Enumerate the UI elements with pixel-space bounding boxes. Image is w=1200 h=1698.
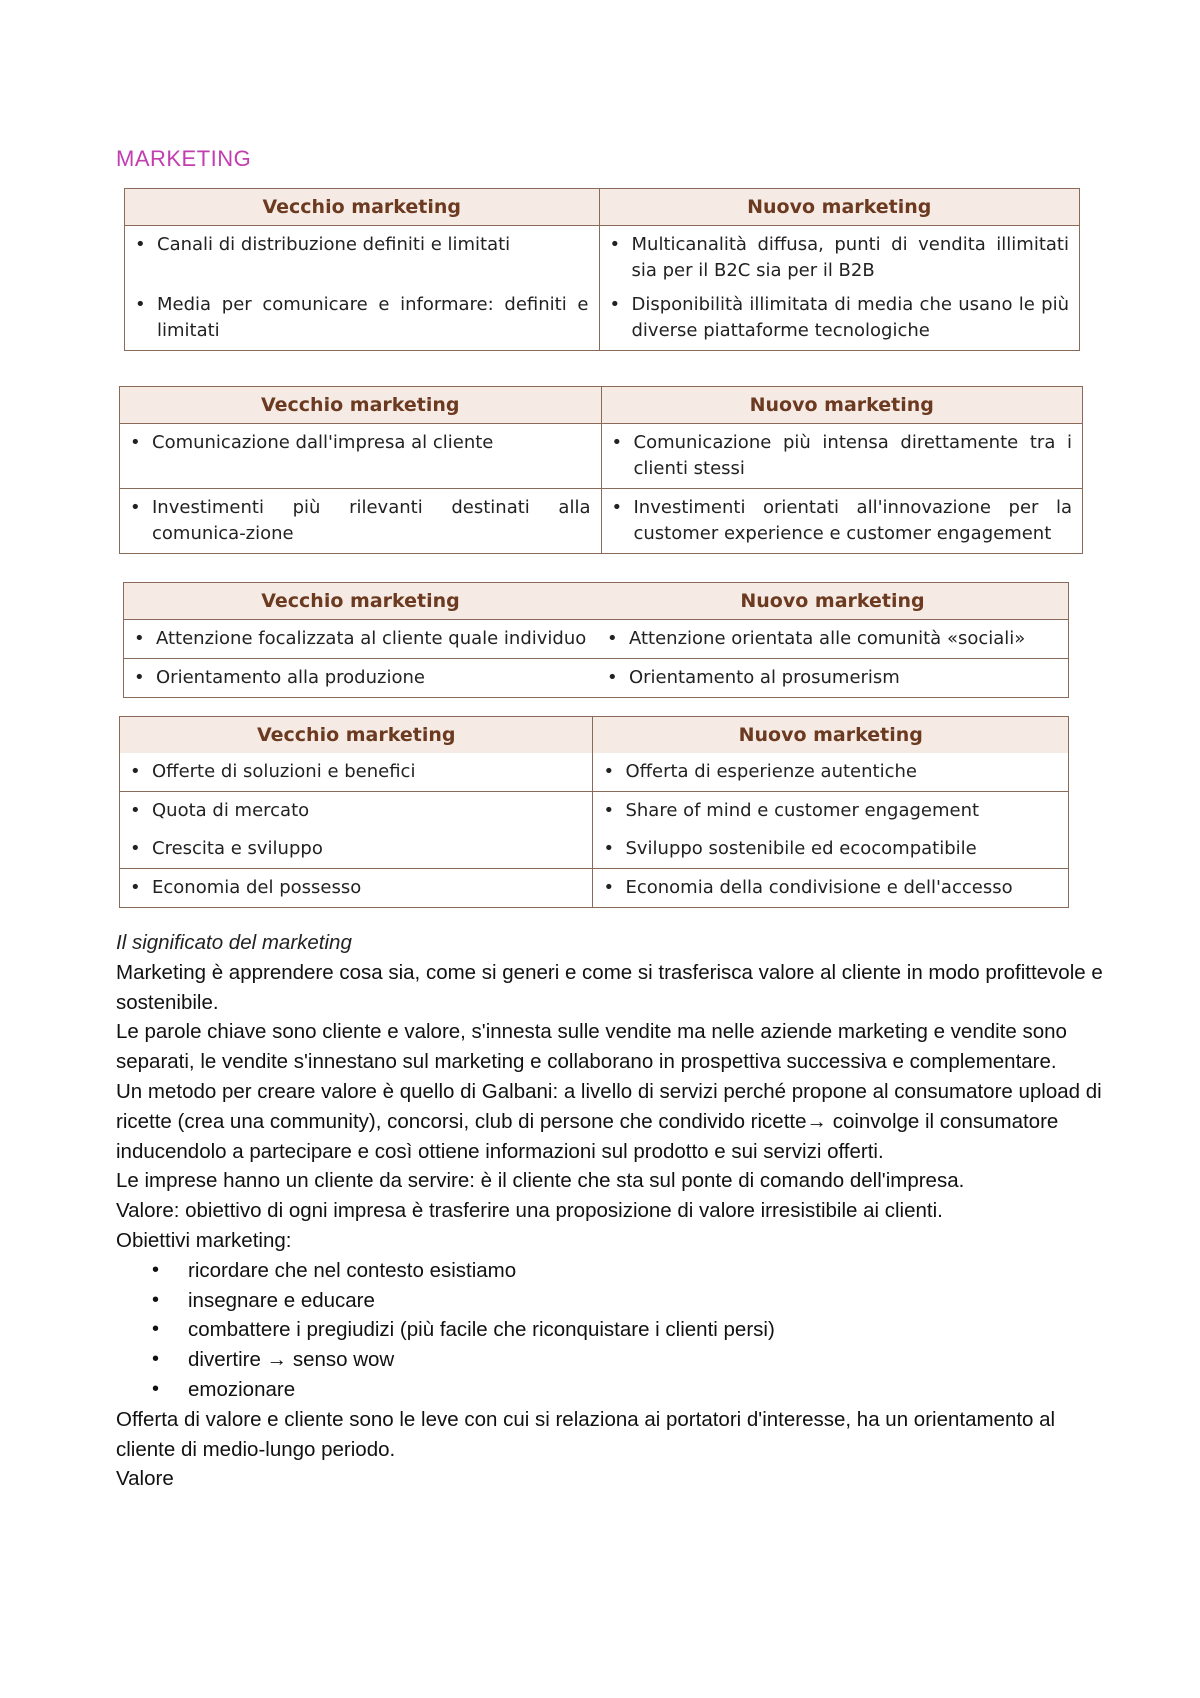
arrow-icon: → [806, 1109, 827, 1133]
table-header-old: Vecchio marketing [125, 189, 600, 226]
comparison-table-3 [123, 582, 1069, 698]
section-heading: Il significato del marketing [116, 931, 352, 954]
objectives-list [116, 1256, 1106, 1405]
paragraph: Obiettivi marketing: [116, 1228, 292, 1252]
bullet-icon: • [606, 628, 618, 649]
cell-text: Comunicazione più intensa direttamente tra i clienti stessi [633, 432, 1072, 479]
bullet-icon: • [152, 1318, 160, 1341]
cell-text: Orientamento al prosumerism [628, 667, 900, 688]
cell-text: Attenzione orientata alle comunità «sociali» [628, 628, 1026, 649]
bullet-icon: • [603, 800, 615, 821]
cell-text: Share of mind e customer engagement [625, 800, 980, 821]
table-cell-old [124, 659, 597, 698]
list-item-text: divertire [188, 1348, 261, 1372]
table-cell-new [597, 620, 1069, 659]
bullet-icon: • [611, 497, 623, 518]
paragraph: Le parole chiave sono cliente e valore, s'innesta sulle vendite ma nelle aziende marketing e vendite sono separati, le vendite s'innestano sul marketing e collaborano in prospettiva successiva e complementare. [116, 1020, 1067, 1074]
bullet-icon: • [135, 294, 146, 315]
paragraph [116, 1077, 1106, 1166]
comparison-table-1 [124, 188, 1080, 351]
table-cell-new [593, 869, 1069, 908]
bullet-icon: • [130, 432, 141, 453]
comparison-table-2 [119, 386, 1083, 554]
bullet-icon: • [130, 800, 141, 821]
table-cell-old [124, 620, 597, 659]
table-header-new: Nuovo marketing [599, 189, 1080, 226]
list-item [116, 1256, 1106, 1286]
cell-text: Orientamento alla produzione [156, 667, 425, 688]
paragraph: Marketing è apprendere cosa sia, come si generi e come si trasferisca valore al cliente in modo profittevole e sostenibile. [116, 960, 1103, 1014]
table-cell-new [599, 226, 1080, 351]
bullet-icon: • [603, 761, 615, 782]
bullet-icon: • [130, 497, 141, 518]
list-item-text: ricordare che nel contesto esistiamo [188, 1258, 517, 1282]
bullet-icon: • [130, 877, 141, 898]
table-header-new: Nuovo marketing [601, 387, 1083, 424]
paragraph: Valore [116, 1467, 174, 1491]
cell-text: Investimenti più rilevanti destinati alla comunica-zione [152, 497, 591, 544]
table-cell-new [593, 792, 1069, 869]
bullet-icon: • [134, 628, 145, 649]
paragraph: Valore: obiettivo di ogni impresa è trasferire una proposizione di valore irresistibile ai clienti. [116, 1199, 943, 1223]
bullet-icon: • [135, 234, 146, 255]
bullet-icon: • [609, 234, 621, 255]
list-item [116, 1345, 1106, 1375]
comparison-table-4 [119, 716, 1069, 908]
cell-text: Quota di mercato [152, 800, 310, 821]
bullet-icon: • [152, 1348, 160, 1371]
paragraph-part: Un metodo per creare valore è quello di Galbani: a livello di servizi perché propone al consumatore upload di ricette (crea una community), concorsi, club di persone che condivido ricette [116, 1079, 1102, 1133]
bullet-icon: • [603, 877, 615, 898]
list-item [116, 1315, 1106, 1345]
page-title: MARKETING [116, 146, 252, 171]
table-cell-old [120, 489, 602, 554]
bullet-icon: • [606, 667, 618, 688]
list-item [116, 1375, 1106, 1405]
table-header-new: Nuovo marketing [593, 717, 1069, 754]
cell-text: Comunicazione dall'impresa al cliente [152, 432, 494, 453]
table-cell-new [601, 489, 1083, 554]
paragraph: Le imprese hanno un cliente da servire: è il cliente che sta sul ponte di comando dell'impresa. [116, 1169, 965, 1193]
cell-text: Disponibilità illimitata di media che usano le più diverse piattaforme tecnologiche [631, 294, 1069, 341]
bullet-icon: • [609, 294, 621, 315]
table-cell-new [601, 424, 1083, 489]
list-item-text: insegnare e educare [188, 1288, 375, 1312]
table-cell-old [125, 226, 600, 351]
table-header-old: Vecchio marketing [120, 717, 593, 754]
cell-text: Attenzione focalizzata al cliente quale individuo [156, 628, 587, 649]
table-cell-old [120, 792, 593, 869]
paragraph: Offerta di valore e cliente sono le leve con cui si relaziona ai portatori d'interesse, ha un orientamento al cliente di medio-lungo periodo. [116, 1407, 1056, 1461]
cell-text: Economia della condivisione e dell'accesso [625, 877, 1013, 898]
table-cell-old [120, 753, 593, 792]
cell-text: Sviluppo sostenibile ed ecocompatibile [625, 838, 977, 859]
bullet-icon: • [603, 838, 615, 859]
cell-text: Economia del possesso [152, 877, 362, 898]
table-header-old: Vecchio marketing [124, 583, 597, 620]
list-item-text: senso wow [292, 1348, 395, 1372]
table-header-old: Vecchio marketing [120, 387, 602, 424]
cell-text: Media per comunicare e informare: definiti e limitati [157, 294, 589, 341]
cell-text: Investimenti orientati all'innovazione per la customer experience e customer engagement [633, 497, 1072, 544]
cell-text: Canali di distribuzione definiti e limitati [157, 234, 511, 255]
table-cell-new [597, 659, 1069, 698]
body-text [116, 928, 1106, 1494]
bullet-icon: • [152, 1288, 160, 1311]
list-item-text: emozionare [188, 1377, 296, 1401]
bullet-icon: • [134, 667, 145, 688]
table-cell-old [120, 424, 602, 489]
paragraph-part: coinvolge il consumatore inducendolo a partecipare e così ottiene informazioni sul prodotto e sui servizi offerti. [116, 1109, 1059, 1163]
table-header-new: Nuovo marketing [597, 583, 1069, 620]
table-cell-new [593, 753, 1069, 792]
arrow-icon: → [266, 1348, 288, 1372]
list-item-text: combattere i pregiudizi (più facile che riconquistare i clienti persi) [188, 1318, 775, 1342]
bullet-icon: • [130, 761, 141, 782]
list-item [116, 1286, 1106, 1316]
bullet-icon: • [152, 1377, 160, 1400]
table-cell-old [120, 869, 593, 908]
cell-text: Offerte di soluzioni e benefici [152, 761, 416, 782]
cell-text: Offerta di esperienze autentiche [625, 761, 917, 782]
bullet-icon: • [152, 1258, 160, 1281]
bullet-icon: • [130, 838, 141, 859]
cell-text: Crescita e sviluppo [152, 838, 323, 859]
bullet-icon: • [611, 432, 623, 453]
cell-text: Multicanalità diffusa, punti di vendita illimitati sia per il B2C sia per il B2B [631, 234, 1069, 281]
